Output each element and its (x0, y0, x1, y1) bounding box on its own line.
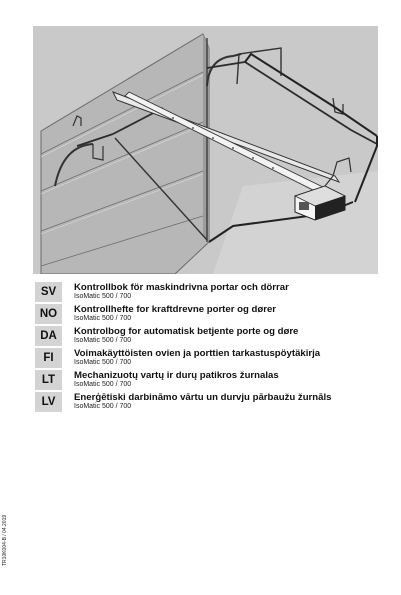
language-title: Mechanizuotų vartų ir durų patikros žurnalas (74, 370, 279, 381)
model-label: IsoMatic 500 / 700 (74, 337, 132, 344)
language-code-badge: NO (35, 304, 62, 324)
model-label: IsoMatic 500 / 700 (74, 381, 132, 388)
model-label: IsoMatic 500 / 700 (74, 293, 132, 300)
language-title: Kontrollhefte for kraftdrevne porter og dører (74, 304, 277, 315)
language-code-badge: LT (35, 370, 62, 390)
model-label: IsoMatic 500 / 700 (74, 359, 132, 366)
model-label: IsoMatic 500 / 700 (74, 315, 132, 322)
language-title: Enerģētiski darbināmo vārtu un durvju pārbaužu žurnāls (74, 392, 332, 403)
cover-illustration (33, 26, 378, 274)
language-title: Voimakäyttöisten ovien ja porttien tarkastuspöytäkirja (74, 348, 321, 359)
language-code-badge: DA (35, 326, 62, 346)
language-code-badge: FI (35, 348, 62, 368)
language-title: Kontrolbog for automatisk betjente porte og døre (74, 326, 299, 337)
document-number: TR10K004-B / 04.2019 (2, 514, 8, 566)
model-label: IsoMatic 500 / 700 (74, 403, 132, 410)
language-code-badge: LV (35, 392, 62, 412)
language-code-badge: SV (35, 282, 62, 302)
garage-door-illustration (33, 26, 378, 274)
language-title: Kontrollbok för maskindrivna portar och dörrar (74, 282, 289, 293)
